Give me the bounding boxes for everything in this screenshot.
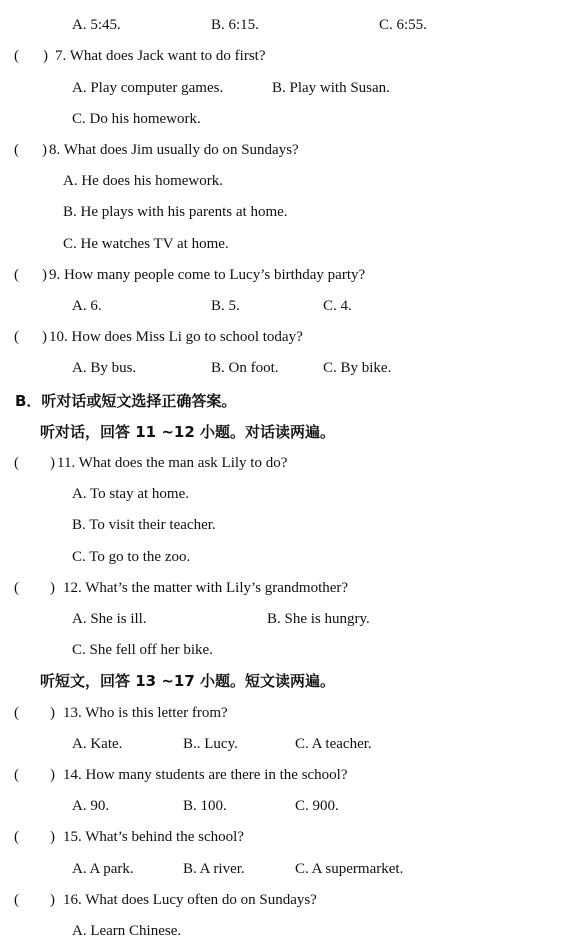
q9-paren-close: ) bbox=[42, 267, 47, 283]
q14-option-c: C. 900. bbox=[295, 798, 339, 814]
q9-paren-open: ( bbox=[14, 267, 19, 283]
q12-paren-close: ) bbox=[50, 580, 55, 596]
q15-question: 15. What’s behind the school? bbox=[63, 829, 244, 845]
q13-option-a: A. Kate. bbox=[72, 736, 123, 752]
q12-question: 12. What’s the matter with Lily’s grandmother? bbox=[63, 580, 349, 596]
q12-paren-open: ( bbox=[14, 580, 19, 596]
q16-paren-open: ( bbox=[14, 892, 19, 908]
q9-option-a: A. 6. bbox=[72, 298, 102, 314]
q10-paren-open: ( bbox=[14, 329, 19, 345]
q9-option-b: B. 5. bbox=[211, 298, 240, 314]
q8-paren-close: ) bbox=[42, 142, 47, 158]
q11-option-a: A. To stay at home. bbox=[72, 486, 189, 502]
q13-option-c: C. A teacher. bbox=[295, 736, 372, 752]
q8-option-c: C. He watches TV at home. bbox=[63, 236, 229, 252]
q15-paren-open: ( bbox=[14, 829, 19, 845]
q9-option-c: C. 4. bbox=[323, 298, 352, 314]
q11-option-b: B. To visit their teacher. bbox=[72, 517, 216, 533]
q14-paren-open: ( bbox=[14, 767, 19, 783]
q15-option-c: C. A supermarket. bbox=[295, 861, 404, 877]
q7-option-c: C. Do his homework. bbox=[72, 111, 201, 127]
q16-paren-close: ) bbox=[50, 892, 55, 908]
q15-option-b: B. A river. bbox=[183, 861, 245, 877]
q11-paren-close: ) bbox=[50, 455, 55, 471]
section-b-heading: B．听对话或短文选择正确答案。 bbox=[15, 392, 237, 410]
q7-paren-close: ) bbox=[43, 48, 48, 64]
q14-paren-close: ) bbox=[50, 767, 55, 783]
q10-option-c: C. By bike. bbox=[323, 360, 392, 376]
q11-question: 11. What does the man ask Lily to do? bbox=[57, 455, 288, 471]
q8-option-b: B. He plays with his parents at home. bbox=[63, 204, 288, 220]
q7-option-a: A. Play computer games. bbox=[72, 80, 224, 96]
q14-option-a: A. 90. bbox=[72, 798, 110, 814]
q8-question: 8. What does Jim usually do on Sundays? bbox=[49, 142, 299, 158]
q6-option-c: C. 6:55. bbox=[379, 17, 427, 33]
q16-question: 16. What does Lucy often do on Sundays? bbox=[63, 892, 317, 908]
q11-option-c: C. To go to the zoo. bbox=[72, 549, 191, 565]
q16-option-a: A. Learn Chinese. bbox=[72, 923, 182, 939]
q6-option-a: A. 5:45. bbox=[72, 17, 121, 33]
q13-question: 13. Who is this letter from? bbox=[63, 705, 228, 721]
q10-option-b: B. On foot. bbox=[211, 360, 279, 376]
q7-option-b: B. Play with Susan. bbox=[272, 80, 390, 96]
q15-paren-close: ) bbox=[50, 829, 55, 845]
q8-option-a: A. He does his homework. bbox=[63, 173, 223, 189]
q10-option-a: A. By bus. bbox=[72, 360, 137, 376]
q13-option-b: B.. Lucy. bbox=[183, 736, 238, 752]
q10-paren-close: ) bbox=[42, 329, 47, 345]
q14-question: 14. How many students are there in the school? bbox=[63, 767, 348, 783]
q8-paren-open: ( bbox=[14, 142, 19, 158]
q12-option-a: A. She is ill. bbox=[72, 611, 147, 627]
q7-paren-open: ( bbox=[14, 48, 19, 64]
passage-instruction: 听短文，回答 13 ~17 小题。短文读两遍。 bbox=[40, 672, 335, 690]
q15-option-a: A. A park. bbox=[72, 861, 134, 877]
q13-paren-close: ) bbox=[50, 705, 55, 721]
q12-option-c: C. She fell off her bike. bbox=[72, 642, 213, 658]
q11-paren-open: ( bbox=[14, 455, 19, 471]
q13-paren-open: ( bbox=[14, 705, 19, 721]
q10-question: 10. How does Miss Li go to school today? bbox=[49, 329, 303, 345]
q12-option-b: B. She is hungry. bbox=[267, 611, 370, 627]
q14-option-b: B. 100. bbox=[183, 798, 227, 814]
q9-question: 9. How many people come to Lucy’s birthday party? bbox=[49, 267, 366, 283]
dialogue-instruction: 听对话，回答 11 ~12 小题。对话读两遍。 bbox=[40, 423, 335, 441]
q6-option-b: B. 6:15. bbox=[211, 17, 259, 33]
q7-question: 7. What does Jack want to do first? bbox=[55, 48, 266, 64]
